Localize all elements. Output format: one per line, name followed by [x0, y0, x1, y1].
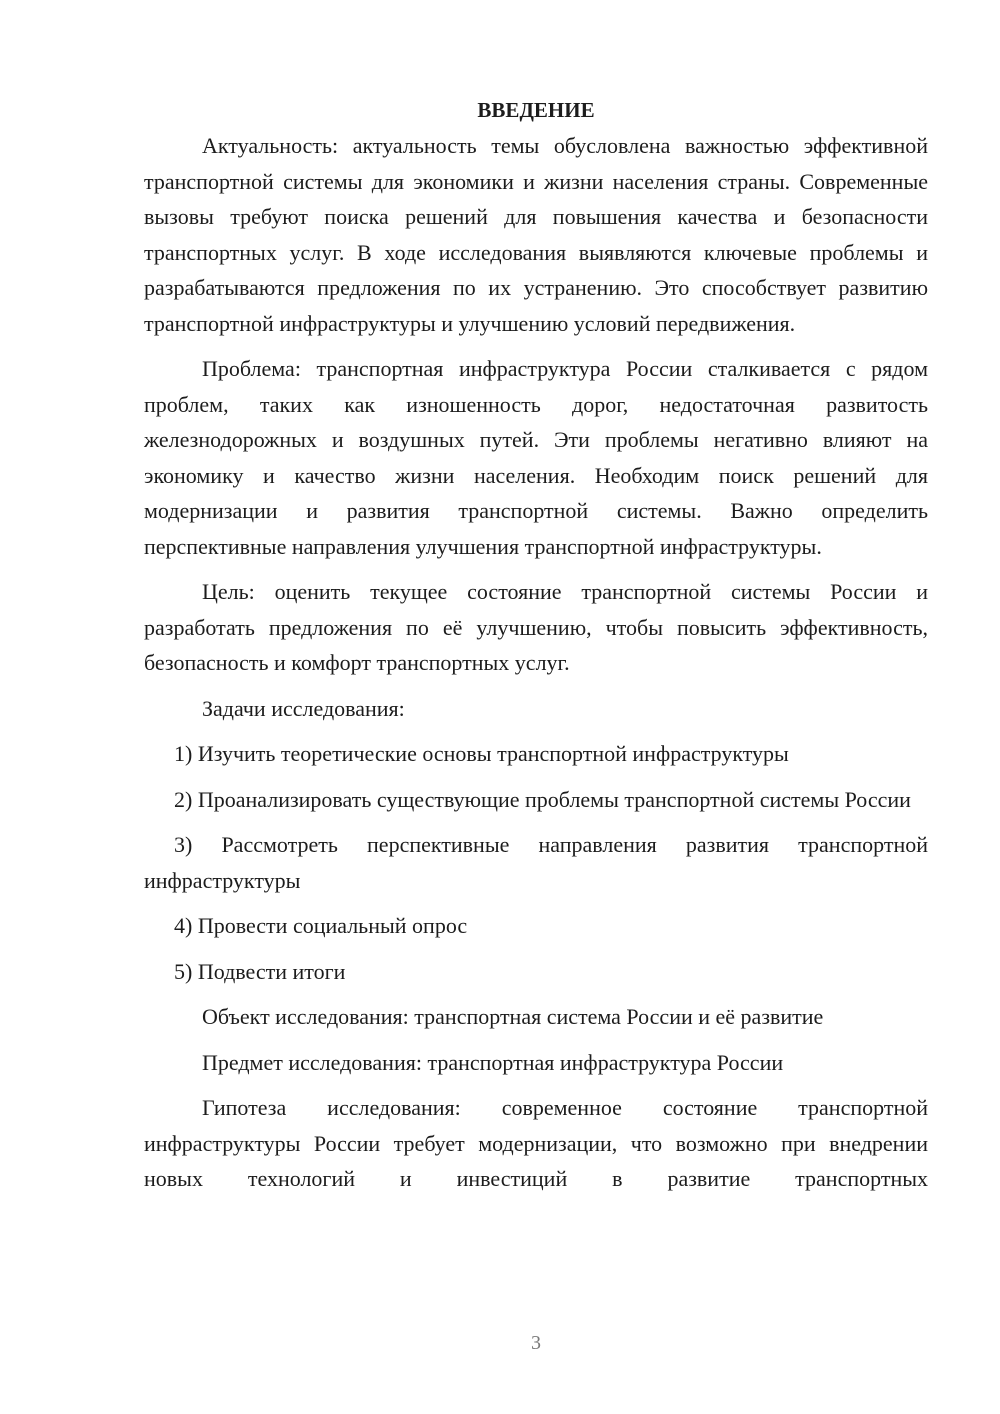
- document-page: [144, 92, 928, 1207]
- paragraph-goal: Цель: оценить текущее состояние транспортной системы России и разработать предложения по её улучшению, чтобы повысить эффективность, безопасность и комфорт транспортных услуг.: [144, 579, 928, 675]
- paragraph-problem: Проблема: транспортная инфраструктура России сталкивается с рядом проблем, таких как изношенность дорог, недостаточная развитость железнодорожных и воздушных путей. Эти проблемы негативно влияют на экономику и качество жизни населения. Необходим поиск решений для модернизации и развития транспортной системы. Важно определить перспективные направления улучшения транспортной инфраструктуры.: [144, 356, 928, 559]
- task-item-4: 4) Провести социальный опрос: [174, 913, 468, 938]
- task-item-5: 5) Подвести итоги: [174, 958, 346, 984]
- section-title: ВВЕДЕНИЕ: [477, 98, 595, 122]
- page-number: 3: [531, 1332, 541, 1354]
- task-item-2: 2) Проанализировать существующие проблемы транспортной системы России: [174, 786, 911, 812]
- task-item-3: 3) Рассмотреть перспективные направления развития транспортной инфраструктуры: [144, 832, 928, 893]
- research-subject: Предмет исследования: транспортная инфраструктура России: [202, 1049, 784, 1075]
- research-object: Объект исследования: транспортная система России и её развитие: [202, 1004, 824, 1029]
- tasks-heading: Задачи исследования:: [202, 695, 405, 721]
- paragraph-relevance: Актуальность: актуальность темы обусловлена важностью эффективной транспортной системы для экономики и жизни населения страны. Современные вызовы требуют поиска решений для повышения качества и безопасности транспортных услуг. В ходе исследования выявляются ключевые проблемы и разрабатываются предложения по их устранению. Это способствует развитию транспортной инфраструктуры и улучшению условий передвижения.: [144, 133, 928, 336]
- research-hypothesis: Гипотеза исследования: современное состояние транспортной инфраструктуры России требует модернизации, что возможно при внедрении новых технологий и инвестиций в развитие транспортных: [144, 1095, 928, 1191]
- task-item-1: 1) Изучить теоретические основы транспортной инфраструктуры: [174, 741, 789, 766]
